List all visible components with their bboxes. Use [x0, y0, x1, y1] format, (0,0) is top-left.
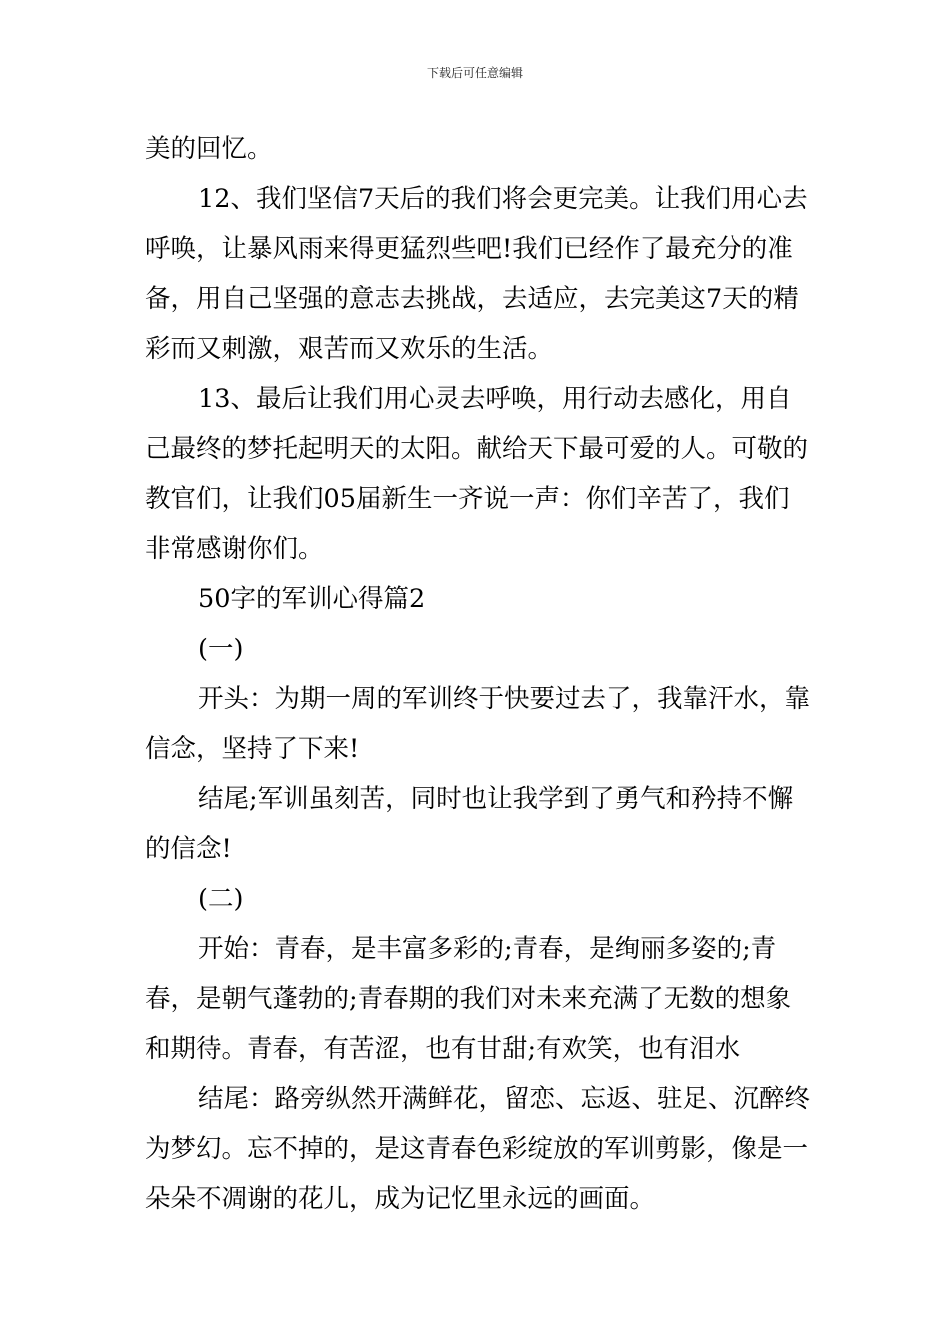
page-header: 下载后可任意编辑 — [426, 66, 523, 80]
paragraph-opening-1: 开头：为期一周的军训终于快要过去了，我靠汗水，靠信念，坚持了下来! — [145, 684, 811, 764]
paragraph-ending-1: 结尾;军训虽刻苦，同时也让我学到了勇气和矜持不懈的信念! — [145, 784, 794, 864]
paragraph-ending-2: 结尾：路旁纵然开满鲜花，留恋、忘返、驻足、沉醉终为梦幻。忘不掉的，是这青春色彩绽放的军训剪影，像是一朵朵不凋谢的花儿，成为记忆里永远的画面。 — [145, 1084, 811, 1214]
subsection-label-1: (一) — [198, 634, 244, 664]
document-body — [145, 124, 810, 1224]
paragraph-continuation: 美的回忆。 — [145, 134, 273, 164]
paragraph-item-13: 13、最后让我们用心灵去呼唤，用行动去感化，用自己最终的梦托起明天的太阳。献给天下最可爱的人。可敬的教官们，让我们05届新生一齐说一声：你们辛苦了，我们非常感谢你们。 — [145, 384, 809, 564]
paragraph-opening-2: 开始：青春，是丰富多彩的;青春，是绚丽多姿的;青春，是朝气蓬勃的;青春期的我们对未来充满了无数的想象和期待。青春，有苦涩，也有甘甜;有欢笑，也有泪水 — [145, 934, 792, 1064]
section-heading: 50字的军训心得篇2 — [198, 584, 426, 614]
paragraph-item-12: 12、我们坚信7天后的我们将会更完美。让我们用心去呼唤，让暴风雨来得更猛烈些吧!我们已经作了最充分的准备，用自己坚强的意志去挑战，去适应，去完美这7天的精彩而又刺激，艰苦而又欢乐的生活。 — [145, 184, 808, 364]
subsection-label-2: (二) — [198, 884, 244, 914]
